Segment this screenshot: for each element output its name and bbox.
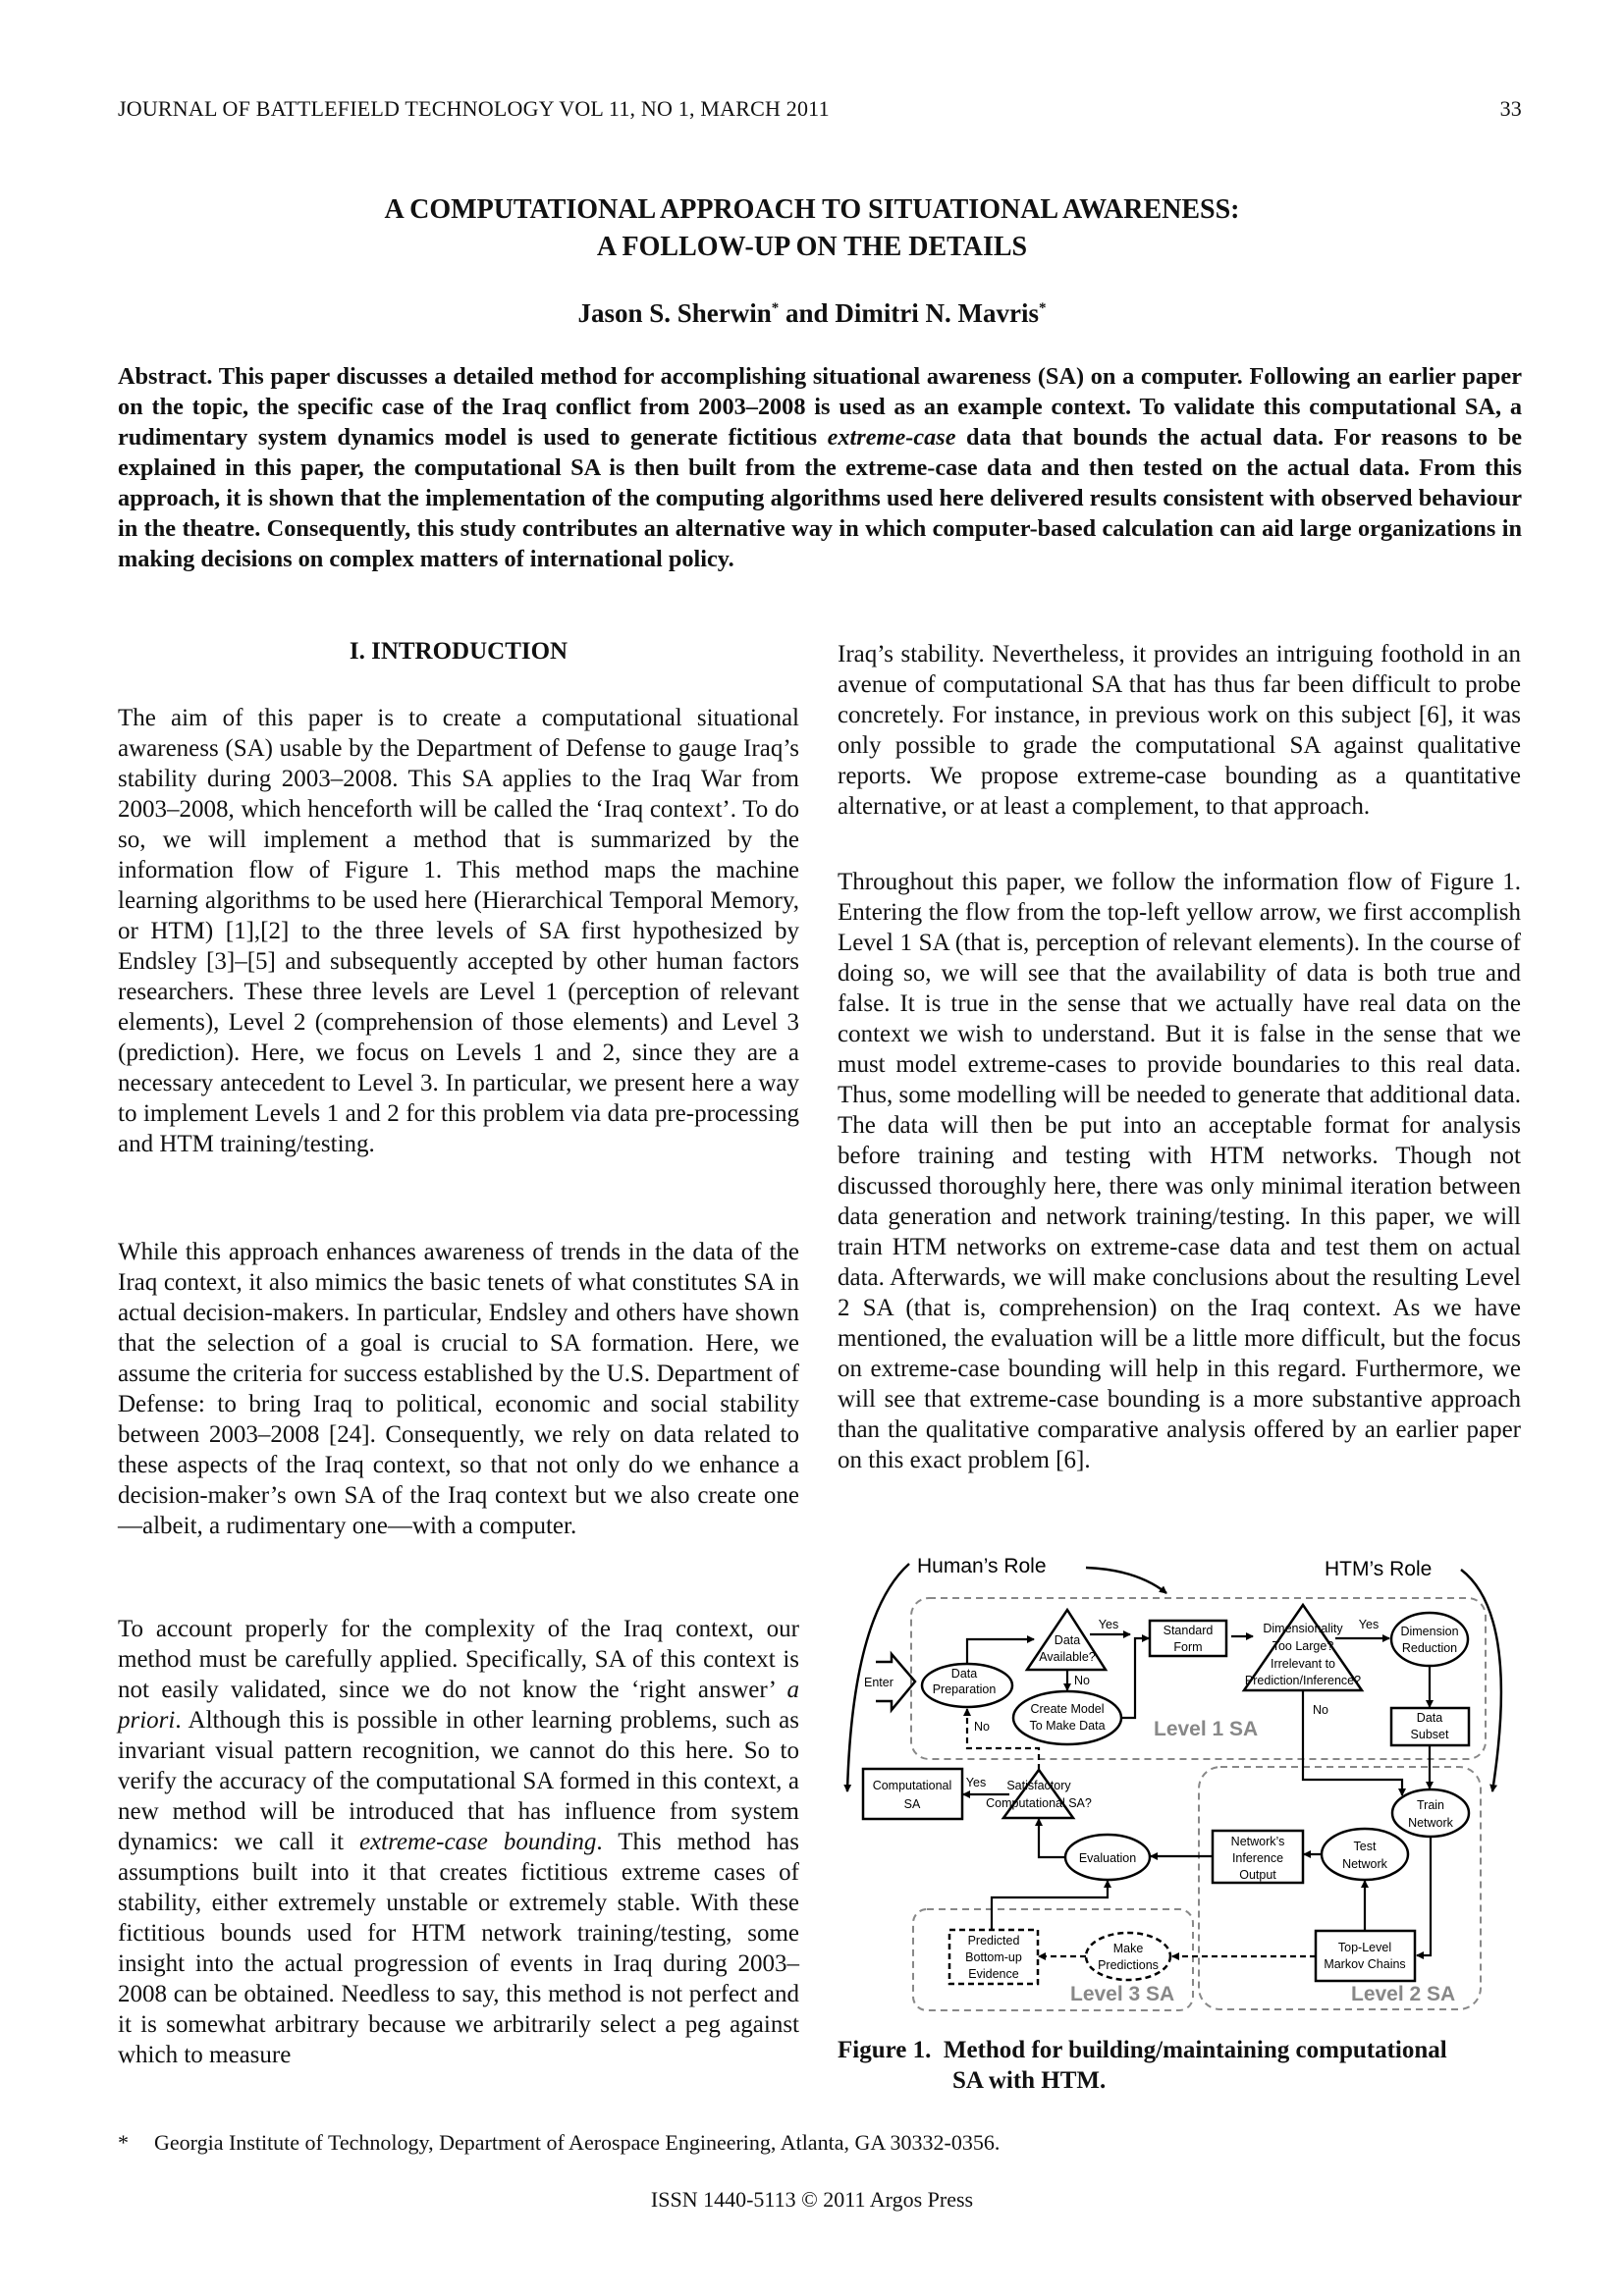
figure-1-flowchart: [842, 1556, 1522, 2037]
paragraph-1: The aim of this paper is to create a computational situational awareness (SA) usable by the Department of Defense to gauge Iraq’s stability during 2003–2008. This SA applies to the Iraq War from 2003–2008, which henceforth will be called the ‘Iraq context’. To do so, we will implement a method that is summarized by the information flow of Figure 1. This method maps the machine learning algorithms to be used here (Hierarchical Temporal Memory, or HTM) [1],[2] to the three levels of SA first hypothesized by Endsley [3]–[5] and subsequently accepted by other human factors researchers. These three levels are Level 1 (perception of relevant elements), Level 2 (comprehension of those elements) and Level 3 (prediction). Here, we focus on Levels 1 and 2, since they are a necessary antecedent to Level 3. In particular, we present here a way to implement Levels 1 and 2 for this problem via data pre-processing and HTM training/testing.: [118, 705, 799, 1157]
node-label: Output: [1239, 1868, 1276, 1882]
figure-caption: [838, 2035, 1447, 2065]
issn-footer: ISSN 1440-5113 © 2011 Argos Press: [650, 2187, 974, 2212]
p3-text-c: . This method has assumptions built into it that creates fictitious extreme cases of stability, either extremely unstable or extremely stable. With these fictitious bounds used for HTM network training/testing, some insight into the actual progression of events in Iraq during 2003–2008 can be obtained. Needless to say, this method is not perfect and it is somewhat arbitrary because we arbitrarily select a peg against which to measure: [118, 1829, 799, 2068]
abstract-text-2: data that bounds the actual data. For reasons to be explained in this paper, the computational SA is then built from the extreme-case data and then tested on the actual data. From this approach, it is shown that the implementation of the computing algorithms used here delivered results consistent with observed behaviour in the theatre. Consequently, this study contributes an alternative way in which computer-based calculation can aid large organizations in making decisions on complex matters of international policy.: [118, 424, 1522, 572]
journal-header: JOURNAL OF BATTLEFIELD TECHNOLOGY VOL 11, NO 1, MARCH 2011: [118, 96, 830, 121]
node-label: Data: [1416, 1711, 1443, 1725]
node-label: Predicted: [967, 1934, 1020, 1948]
yes-label: Yes: [1358, 1618, 1380, 1631]
author-2-mark: *: [1039, 300, 1047, 316]
node-label: Create Model: [1030, 1702, 1105, 1716]
p3-italic-2: extreme-case bounding: [358, 1829, 597, 1855]
node-label: Network: [1408, 1816, 1453, 1830]
level-2-label: Level 2 SA: [1351, 1983, 1456, 2005]
author-1: Jason S. Sherwin: [577, 298, 772, 328]
make-predictions-node: [1086, 1933, 1170, 1980]
node-label: Test: [1353, 1840, 1377, 1853]
paragraph-4: Iraq’s stability. Nevertheless, it provides an intriguing foothold in an avenue of computational SA that has thus far been difficult to probe concretely. For instance, in previous work on this subject [6], it was only possible to grade the computational SA against qualitative reports. We propose extreme-case bounding as a quantitative alternative, or at least a complement, to that approach.: [838, 641, 1521, 820]
caption-line-1: Method for building/maintaining computational: [943, 2037, 1447, 2063]
node-label: Reduction: [1401, 1641, 1458, 1655]
section-heading-introduction: I. INTRODUCTION: [349, 638, 568, 665]
node-label: Markov Chains: [1324, 1957, 1406, 1971]
node-label: Dimensionality: [1263, 1622, 1343, 1635]
humans-role-arrow-right: [1086, 1568, 1166, 1593]
node-label: Network’s: [1230, 1835, 1285, 1848]
humans-role-label: Human’s Role: [917, 1556, 1047, 1577]
level-1-label: Level 1 SA: [1154, 1718, 1259, 1740]
node-label: Subset: [1410, 1728, 1449, 1741]
caption-label: Figure 1.: [838, 2037, 932, 2063]
test-network-node: [1322, 1829, 1408, 1880]
enter-label: Enter: [864, 1676, 893, 1689]
node-label: Irrelevant to: [1270, 1657, 1336, 1671]
computational-sa-node: [863, 1769, 962, 1819]
p3-text-b: . Although this is possible in other learning problems, such as invariant visual pattern recognition, we cannot do this here. So to verify the accuracy of the computational SA formed in this context, a new method will be introduced that has influence from system dynamics: we call it: [118, 1707, 799, 1855]
node-label: Train: [1416, 1798, 1445, 1812]
yes-label: Yes: [965, 1776, 987, 1789]
title-line-2: A FOLLOW-UP ON THE DETAILS: [596, 232, 1028, 262]
node-label: Dimension: [1400, 1625, 1459, 1638]
footnote-mark: *: [118, 2130, 129, 2155]
node-label: Data: [950, 1667, 978, 1681]
node-label: Preparation: [932, 1682, 997, 1696]
abstract-italic: extreme-case: [827, 424, 956, 451]
satisfactory-decision: [1003, 1770, 1073, 1818]
no-label: No: [974, 1720, 990, 1734]
abstract-text: Abstract. This paper discusses a detailed method for accomplishing situational awareness (SA) on a computer. Following an earlier paper on the topic, the specific case of the Iraq conflict from 2003–2008 is used as an example context. To validate this computational SA, a rudimentary system dynamics model is used to generate fictitious: [118, 363, 1522, 451]
paragraph-5: Throughout this paper, we follow the information flow of Figure 1. Entering the flow from the top-left yellow arrow, we first accomplish Level 1 SA (that is, perception of relevant elements). In the course of doing so, we will see that the availability of data is both true and false. It is true in the sense that we actually have real data on the context we wish to understand. But it is false in the sense that we must model extreme-cases to provide boundaries to this real data. Thus, some modelling will be needed to generate that additional data. The data will then be put into an acceptable format for analysis before training and testing with HTM networks. Though not discussed thoroughly here, there was only minimal iteration between data generation and network training/testing. In this paper, we will train HTM networks on extreme-case data and test them on actual data. Afterwards, we will make conclusions about the resulting Level 2 SA (that is, comprehension) on the Iraq context. As we have mentioned, the evaluation will be a little more difficult, but the focus on extreme-case bounding will help in this regard. Furthermore, we will see that extreme-case bounding is a more substantive approach than the qualitative comparative analysis offered by an earlier paper on this exact problem [6].: [838, 869, 1521, 1473]
author-1-mark: *: [771, 300, 780, 316]
node-label: Data: [1054, 1633, 1081, 1647]
node-label: Satisfactory: [1006, 1779, 1071, 1792]
node-label: Make: [1112, 1942, 1144, 1955]
figure-caption-line-2: SA with HTM.: [952, 2067, 1107, 2094]
markov-chains-node: [1316, 1931, 1415, 1981]
node-label: Network: [1342, 1857, 1387, 1871]
authors: [0, 298, 1624, 329]
node-label: Form: [1173, 1640, 1203, 1654]
paragraph-2: While this approach enhances awareness of trends in the data of the Iraq context, it also mimics the basic tenets of what constitutes SA in actual decision-makers. In particular, Endsley and others have shown that the selection of a goal is crucial to SA formation. Here, we assume the criteria for success established by the U.S. Department of Defense: to bring Iraq to political, economic and social stability between 2003–2008 [24]. Consequently, we rely on data related to these aspects of the Iraq context, so that not only do we enhance a decision-maker’s own SA of the Iraq context but we also create one—albeit, a rudimentary one—with a computer.: [118, 1239, 799, 1539]
p3-italic-1: a priori: [118, 1677, 799, 1734]
node-label: Evaluation: [1078, 1851, 1137, 1865]
p3-text-a: To account properly for the complexity of the Iraq context, our method must be carefully applied. Specifically, SA of this context is not easily validated, since we do not know the ‘right answer’: [118, 1616, 799, 1703]
node-label: Inference: [1231, 1851, 1284, 1865]
node-label: Bottom-up: [965, 1950, 1022, 1964]
create-model-node: [1013, 1691, 1121, 1744]
title-line-1: A COMPUTATIONAL APPROACH TO SITUATIONAL AWARENESS:: [384, 194, 1240, 225]
author-2: Dimitri N. Mavris: [835, 298, 1040, 328]
author-conjunction: and: [779, 298, 836, 328]
node-label: To Make Data: [1029, 1719, 1106, 1733]
node-label: Evidence: [968, 1967, 1019, 1981]
page-number: 33: [1499, 96, 1522, 121]
no-label: No: [1313, 1703, 1328, 1717]
yes-label: Yes: [1098, 1618, 1119, 1631]
dimension-reduction-node: [1391, 1613, 1468, 1666]
htms-role-label: HTM’s Role: [1325, 1558, 1433, 1580]
node-label: Predictions: [1098, 1958, 1159, 1972]
node-label: Standard: [1163, 1624, 1214, 1637]
node-label: Available?: [1039, 1650, 1096, 1664]
node-label: Computational SA?: [986, 1796, 1092, 1810]
no-label: No: [1074, 1674, 1090, 1687]
abstract: [118, 361, 1522, 574]
node-label: Computational: [872, 1779, 952, 1792]
node-label: Too Large?: [1272, 1639, 1334, 1653]
node-label: Prediction/Inference?: [1244, 1674, 1362, 1687]
node-label: Top-Level: [1337, 1941, 1392, 1954]
footnote-text: Georgia Institute of Technology, Department of Aerospace Engineering, Atlanta, GA 30332-0356.: [154, 2130, 1001, 2155]
footnote: [118, 2130, 1000, 2156]
level-3-label: Level 3 SA: [1070, 1983, 1175, 2005]
node-label: SA: [903, 1797, 921, 1811]
paragraph-3: [118, 1614, 799, 2070]
